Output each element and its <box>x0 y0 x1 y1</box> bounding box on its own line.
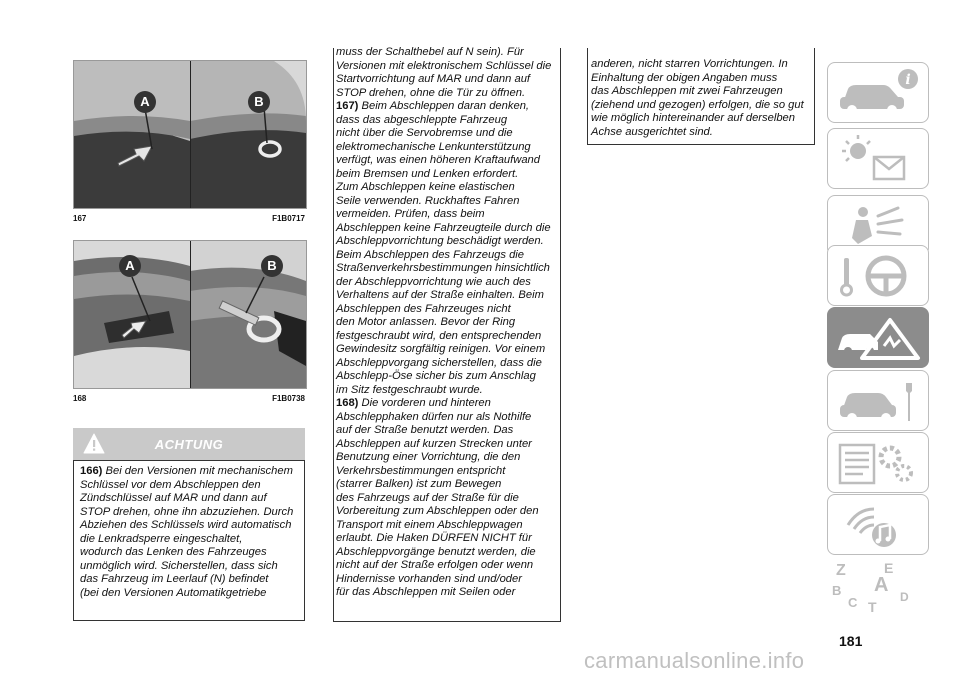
column-2-text <box>336 46 562 600</box>
page-number: 181 <box>839 633 863 649</box>
figure-168-image <box>73 240 307 389</box>
text-line: den Motor anlassen. Bevor der Ring <box>336 316 516 328</box>
tab-car-info[interactable] <box>827 62 929 123</box>
text-line: Abschleppvorgänge benutzt werden, die <box>336 545 536 558</box>
text-line: die Lenkradsperre eingeschaltet, <box>80 532 243 545</box>
text-line: (starrer Balken) ist zum Bewegen <box>336 478 502 490</box>
text-line: Bei den Versionen mit mechanischem <box>105 465 293 477</box>
text-line: wodurch das Lenken des Fahrzeuges <box>80 546 267 558</box>
text-line: nicht auf der Straße erfolgen oder wenn <box>336 559 534 571</box>
text-line: dass das abgeschleppte Fahrzeug <box>336 113 508 126</box>
index-letter: D <box>900 590 909 604</box>
text-line: Gewindesitz sorgfältig reinigen. Vor einem <box>336 343 546 355</box>
text-line: Benutzung einer Vorrichtung, die den <box>336 451 521 463</box>
text-line: Vorbereitung zum Abschleppen oder den <box>336 505 539 517</box>
text-line: Transport mit einem Abschleppwagen <box>336 518 523 531</box>
multimedia-icon <box>828 495 930 556</box>
text-line: Abschlepphaken dürfen nur als Nothilfe <box>336 410 532 423</box>
text-line: muss der Schalthebel auf N sein). Für <box>336 46 524 58</box>
index-letter: C <box>848 595 858 610</box>
index-letters-icon <box>828 557 930 618</box>
figure-number: 167 <box>73 214 87 223</box>
warning-text <box>80 465 306 600</box>
text-line: Abschlepp-Öse sicher bis zum Anschlag <box>336 370 536 382</box>
text-line: Einhaltung der obigen Angaben muss <box>591 71 778 84</box>
text-line: Beim Abschleppen daran denken, <box>361 100 530 112</box>
text-line: (bei den Versionen Automatikgetriebe <box>80 586 267 599</box>
car-breakdown-icon <box>828 308 930 369</box>
text-line: wie möglich hintereinander auf derselben <box>591 112 795 124</box>
figure-number: 168 <box>73 394 87 403</box>
index-letter: E <box>884 560 894 576</box>
text-line: Schlüssel vor dem Abschleppen den <box>80 478 261 491</box>
label-a-badge: A <box>119 255 141 277</box>
tab-emergency[interactable] <box>827 307 929 368</box>
text-line: vermeiden. Prüfen, dass beim <box>336 208 485 220</box>
tab-multimedia[interactable] <box>827 494 929 555</box>
text-line: Achse ausgerichtet sind. <box>591 125 713 138</box>
text-line: Abschleppvorgang sicherstellen, dass die <box>336 356 542 369</box>
text-line: Zündschlüssel auf MAR und dann auf <box>80 492 267 504</box>
text-line: unmöglich wird. Sicherstellen, dass sich <box>80 559 278 572</box>
index-letter: B <box>832 583 842 598</box>
text-line: elektromechanische Lenkunterstützung <box>336 140 531 153</box>
car-maintenance-icon <box>828 371 930 432</box>
text-line: STOP drehen, ohne ihn abzuziehen. Durch <box>80 505 294 518</box>
tab-warning-lights[interactable] <box>827 128 929 189</box>
text-line: verfügt, was einen höheren Kraftaufwand <box>336 154 540 166</box>
figure-divider <box>190 241 191 388</box>
figure-code: F1B0738 <box>272 394 305 403</box>
text-line: Zum Abschleppen keine elastischen <box>336 181 515 193</box>
steering-wheel-key-icon <box>828 246 930 307</box>
tab-index[interactable] <box>827 556 929 617</box>
label-a-badge: A <box>134 91 156 113</box>
text-line: anderen, nicht starren Vorrichtungen. In <box>591 58 788 70</box>
text-line: Seile verwenden. Ruckhaftes Fahren <box>336 194 520 207</box>
tab-maintenance[interactable] <box>827 370 929 431</box>
text-line: Die vorderen und hinteren <box>361 397 491 409</box>
tab-technical-data[interactable] <box>827 432 929 493</box>
text-line: Abschleppen auf kurzen Strecken unter <box>336 437 532 450</box>
text-line: im Sitz festgeschraubt wurde. <box>336 383 483 396</box>
reference-number: 167) <box>336 100 359 112</box>
figure-code: F1B0717 <box>272 214 305 223</box>
figure-divider <box>190 61 191 208</box>
text-line: Verhaltens auf der Straße einhalten. Beim <box>336 289 544 301</box>
specs-gear-icon <box>828 433 930 494</box>
text-line: des Fahrzeugs auf der Straße für die <box>336 491 519 504</box>
text-line: STOP drehen, ohne die Tür zu öffnen. <box>336 86 526 99</box>
text-line: für das Abschleppen mit Seilen oder <box>336 586 516 598</box>
text-line: nicht über die Servobremse und die <box>336 127 513 139</box>
column-3-text <box>591 58 817 139</box>
warning-title: ACHTUNG <box>154 437 224 452</box>
text-line: Abschleppen keine Fahrzeugteile durch die <box>336 221 551 234</box>
label-b-badge: B <box>248 91 270 113</box>
warning-body <box>73 460 305 621</box>
warning-header <box>73 428 305 460</box>
text-line: Beim Abschleppen des Fahrzeugs die <box>336 248 525 261</box>
text-line: Hindernisse vorhanden sind und/oder <box>336 572 522 585</box>
text-line: Versionen mit elektronischem Schlüssel die <box>336 59 552 72</box>
text-line: festgeschraubt wird, den entsprechenden <box>336 329 542 342</box>
text-line: Abschleppvorrichtung beschädigt werden. <box>336 235 544 247</box>
tab-starting-driving[interactable] <box>827 245 929 306</box>
car-info-icon <box>828 63 930 124</box>
text-line: das Fahrzeug im Leerlauf (N) befindet <box>80 573 269 585</box>
warning-lights-icon <box>828 129 930 190</box>
text-line: Abziehen des Schlüssels wird automatisch <box>80 519 292 531</box>
text-line: Abschleppen des Fahrzeuges nicht <box>336 302 511 315</box>
text-line: beim Bremsen und Lenken erfordert. <box>336 167 519 180</box>
text-line: erlaubt. Die Haken DÜRFEN NICHT für <box>336 532 532 544</box>
text-line: auf der Straße benutzt werden. Das <box>336 424 514 436</box>
figure-167-image <box>73 60 307 209</box>
index-letter: A <box>874 574 889 596</box>
label-b-badge: B <box>261 255 283 277</box>
index-letter: T <box>868 599 877 615</box>
text-line: Startvorrichtung auf MAR und dann auf <box>336 73 531 85</box>
text-line: Straßenverkehrsbestimmungen hinsichtlich <box>336 262 550 274</box>
watermark: carmanualsonline.info <box>584 648 805 673</box>
text-line: das Abschleppen mit zwei Fahrzeugen <box>591 85 783 97</box>
text-line: der Abschleppvorrichtung wie auch des <box>336 275 531 288</box>
index-letter: Z <box>836 562 846 579</box>
text-line: Verkehrsbestimmungen entspricht <box>336 464 506 477</box>
svg-text:i: i <box>905 72 911 88</box>
reference-number: 168) <box>336 397 359 409</box>
text-line: (ziehend und gezogen) erfolgen, die so gut <box>591 98 804 111</box>
reference-number: 166) <box>80 465 103 477</box>
